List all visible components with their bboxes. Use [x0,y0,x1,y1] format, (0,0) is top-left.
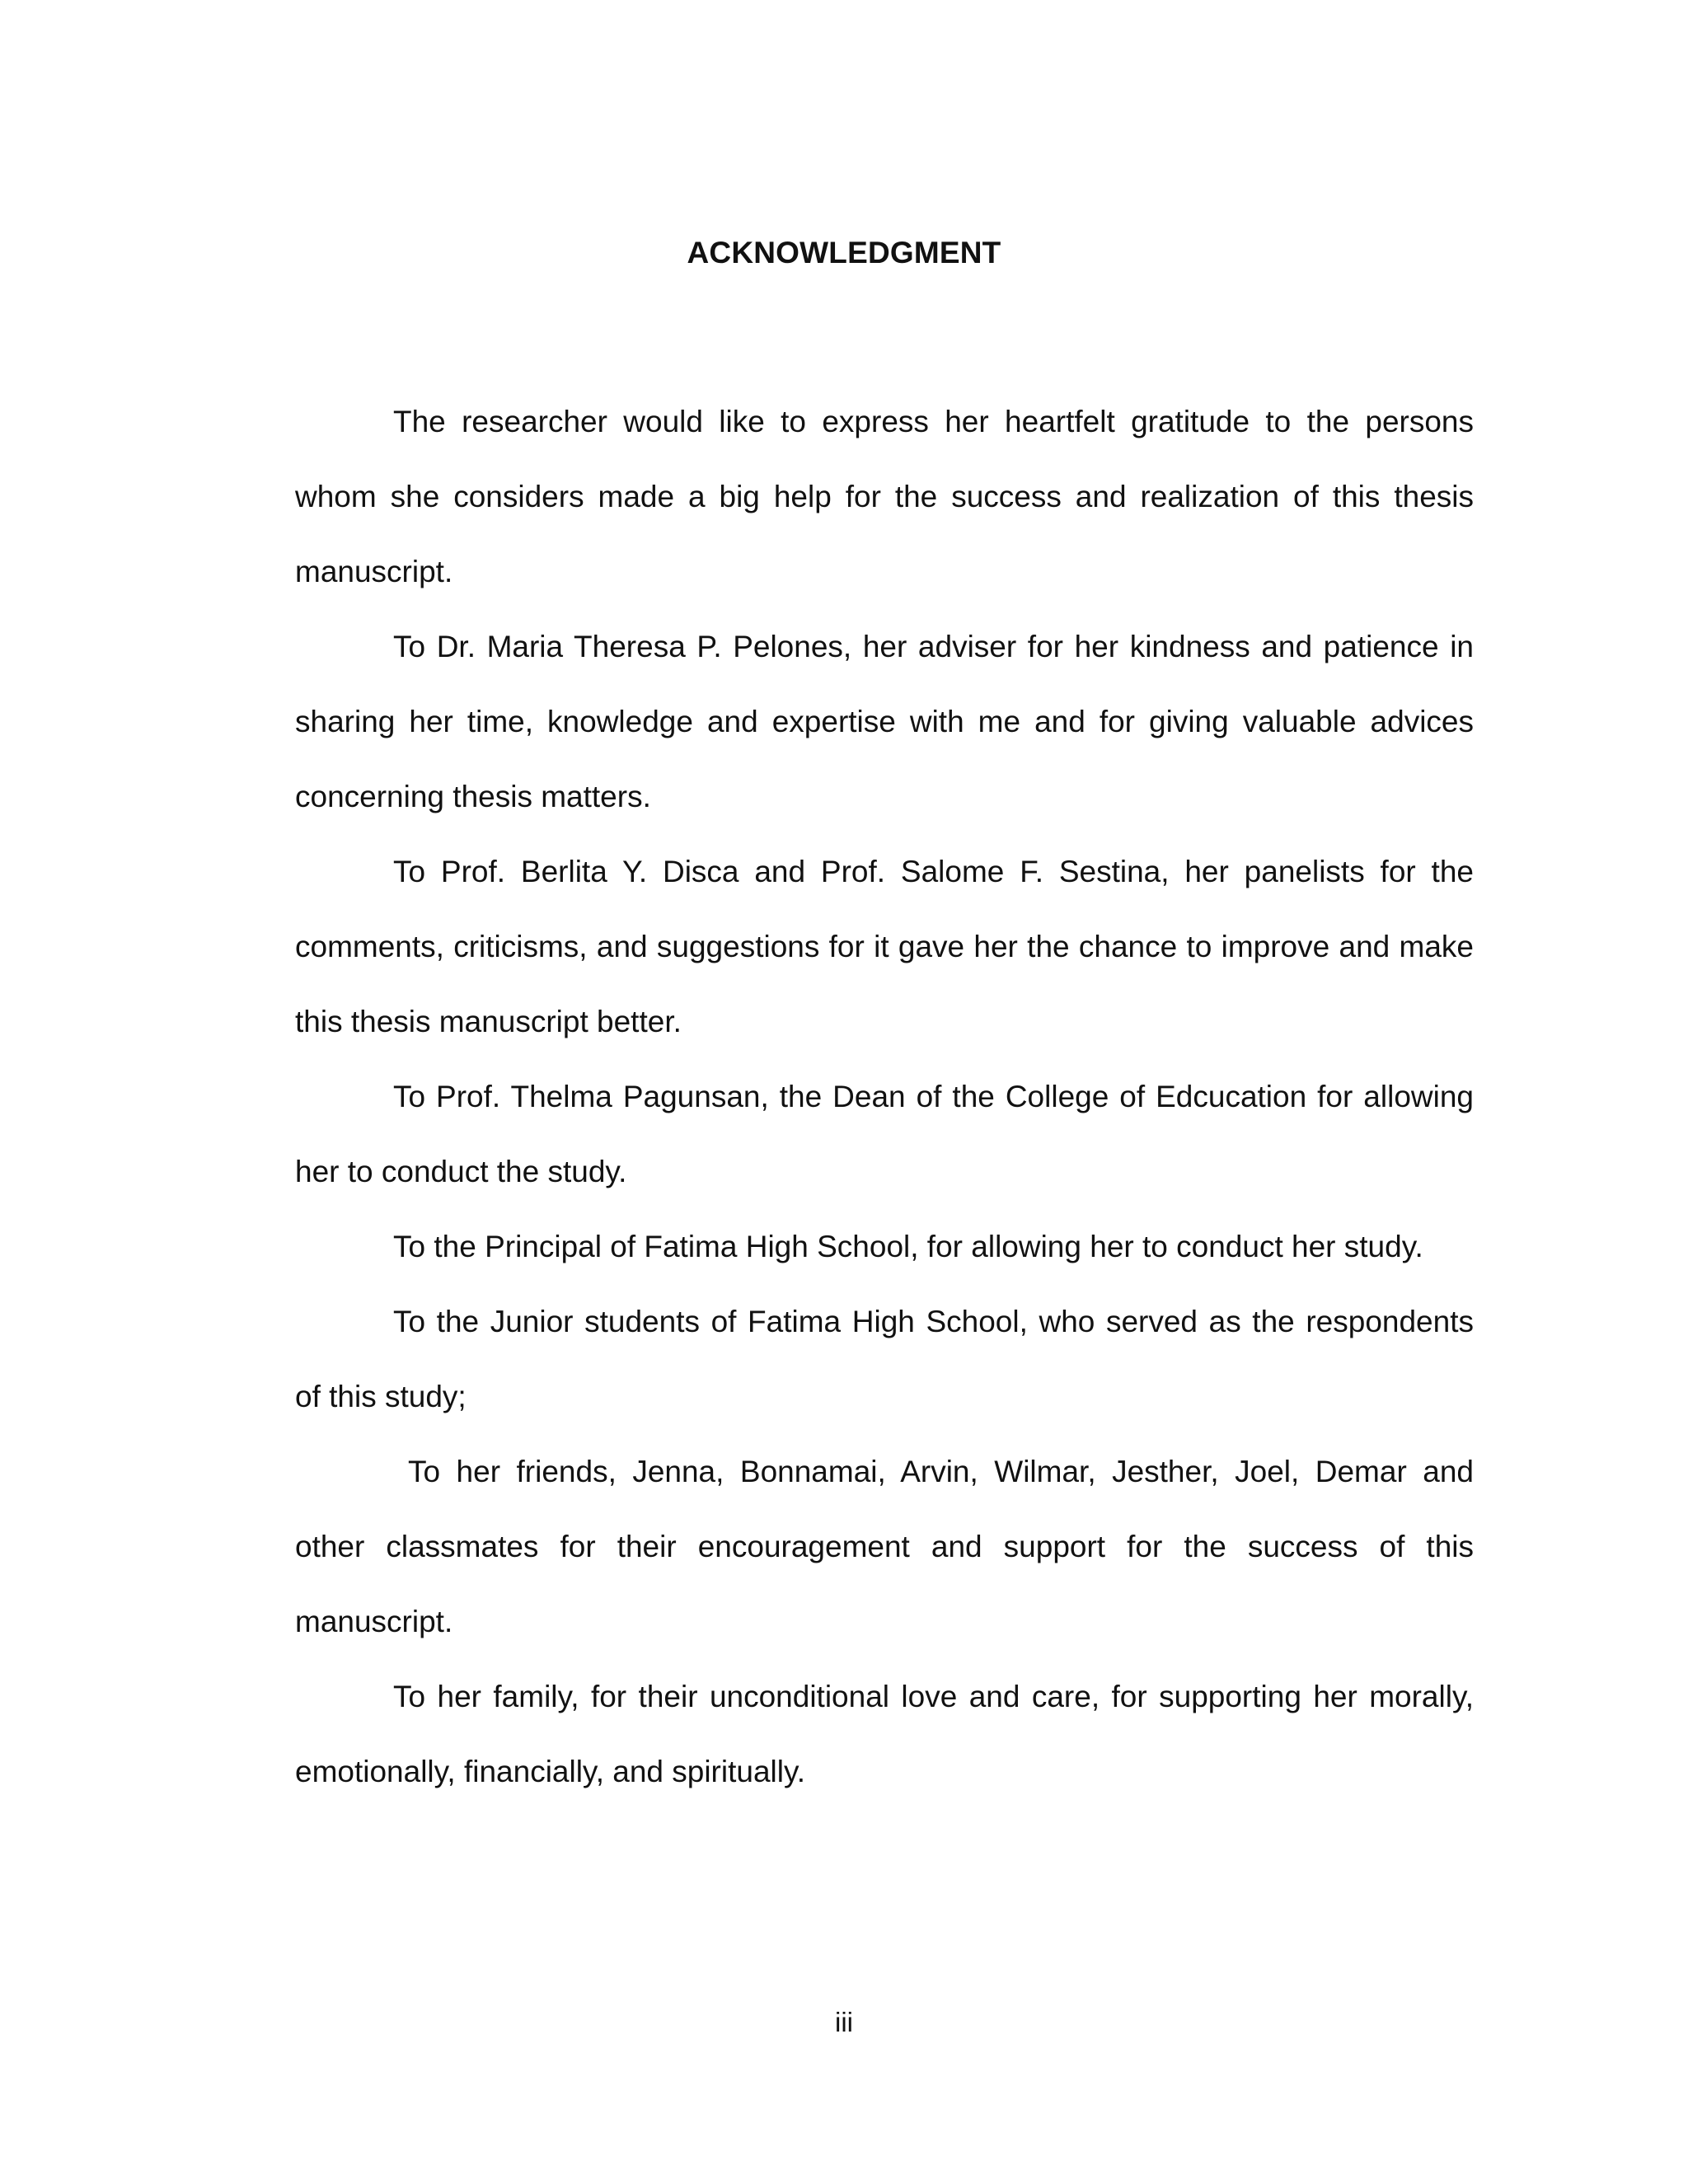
page-number: iii [835,2007,853,2037]
acknowledgment-body [295,384,1474,1809]
paragraph-students: To the Junior students of Fatima High School, who served as the respondents of this study; [295,1305,1474,1413]
paragraph-friends: To her friends, Jenna, Bonnamai, Arvin, Wilmar, Jesther, Joel, Demar and other classmates for their encouragement and support for the success of this manuscript. [295,1455,1474,1638]
paragraph-intro: The researcher would like to express her heartfelt gratitude to the persons whom she considers made a big help for the success and realization of this thesis manuscript. [295,405,1474,588]
paragraph-family: To her family, for their unconditional love and care, for supporting her morally, emotionally, financially, and spiritually. [295,1680,1474,1788]
paragraph-dean: To Prof. Thelma Pagunsan, the Dean of the College of Edcucation for allowing her to conduct the study. [295,1080,1474,1188]
page-title: ACKNOWLEDGMENT [687,236,1001,269]
paragraph-adviser: To Dr. Maria Theresa P. Pelones, her adviser for her kindness and patience in sharing her time, knowledge and expertise with me and for giving valuable advices concerning thesis matters. [295,630,1474,813]
paragraph-panelists: To Prof. Berlita Y. Disca and Prof. Salome F. Sestina, her panelists for the comments, criticisms, and suggestions for it gave her the chance to improve and make this thesis manuscript better. [295,855,1474,1038]
paragraph-principal: To the Principal of Fatima High School, for allowing her to conduct her study. [393,1230,1423,1263]
